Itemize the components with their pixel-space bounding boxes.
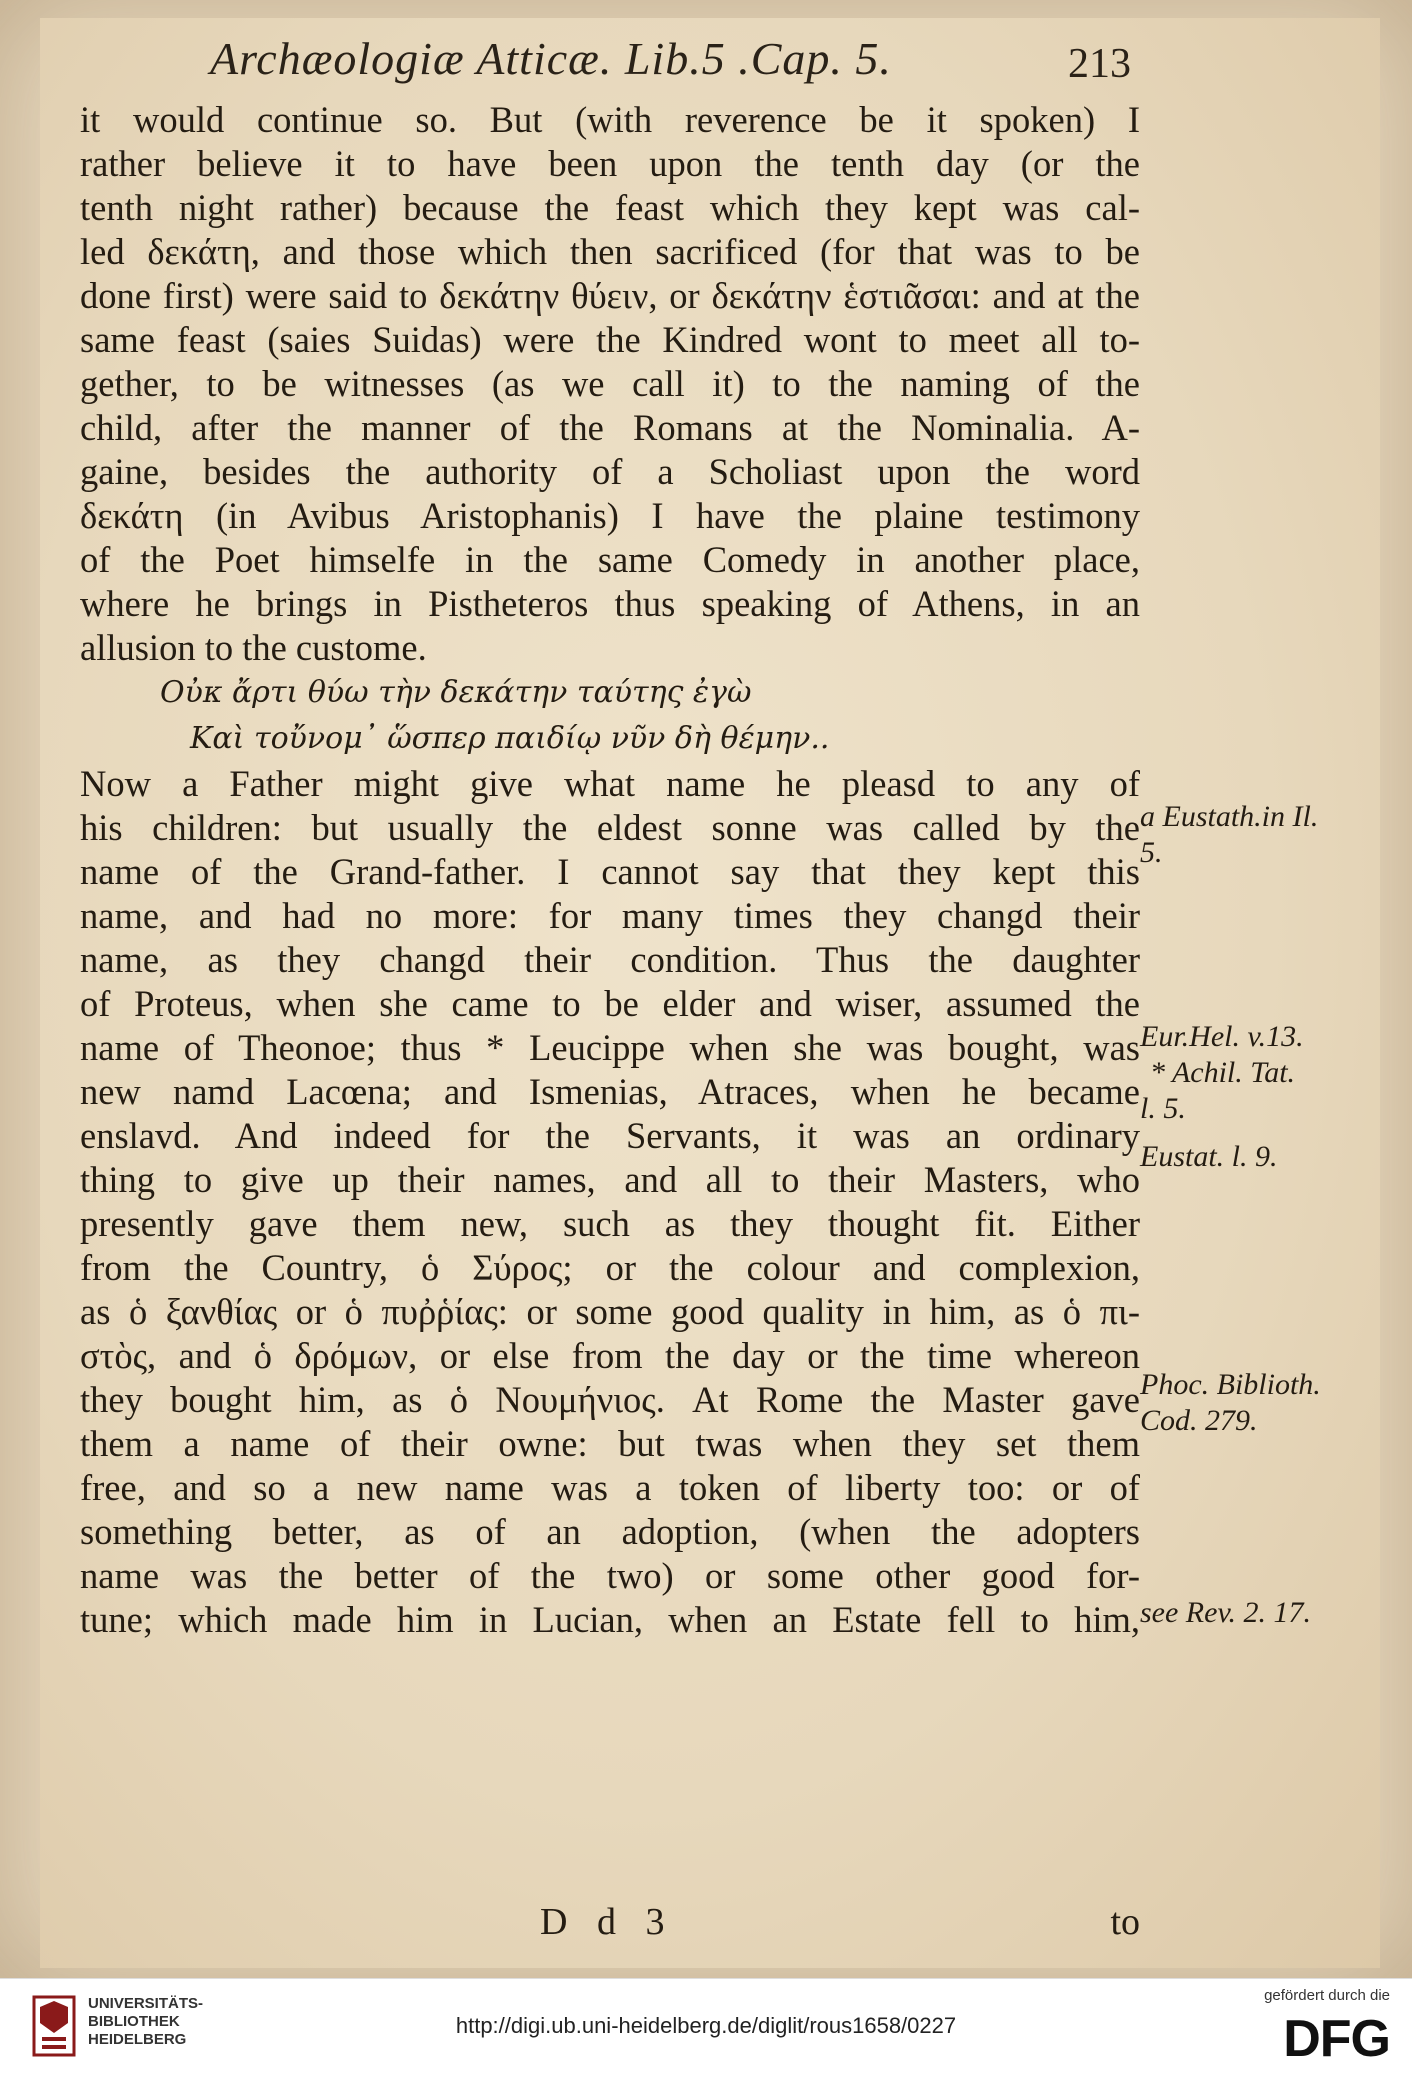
permalink-url[interactable]: http://digi.ub.uni-heidelberg.de/diglit/rous1658/0227 [455,2013,957,2038]
text-line: allusion to the custome. [80,627,427,668]
text-line: στὸς, and ὁ δρόμων, or else from the day or the time whereon [80,1335,1140,1376]
text-line: rather believe it to have been upon the tenth day (or the [80,143,1140,184]
text-line: δεκάτη (in Avibus Aristophanis) I have the plaine testimony [80,495,1140,536]
text-line: Now a Father might give what name he pleasd to any of [80,763,1140,804]
text-line: of Proteus, when she came to be elder and wiser, assumed the [80,983,1140,1024]
library-name-line: UNIVERSITÄTS- [88,1995,204,2012]
text-line: as ὁ ξανθίας or ὁ πυῤῥίας: or some good quality in him, as ὁ πι- [80,1291,1140,1332]
text-line: them a name of their owne: but twas when they set them [80,1423,1140,1464]
margin-note: Eur.Hel. v.13. [1140,1020,1304,1053]
margin-note: see Rev. 2. 17. [1140,1596,1312,1629]
greek-quote-line: Καὶ τοὔνομ᾽ ὥσπερ παιδίῳ νῦν δὴ θέμην.. [190,721,830,756]
text-line: gether, to be witnesses (as we call it) to the naming of the [80,363,1140,404]
text-line: tune; which made him in Lucian, when an Estate fell to him, [80,1599,1140,1640]
text-line: done first) were said to δεκάτην θύειν, or δεκάτην ἑστιᾶσαι: and at the [80,275,1140,316]
text-line: free, and so a new name was a token of liberty too: or of [80,1467,1140,1508]
text-line: his children: but usually the eldest sonne was called by the [80,807,1140,848]
margin-note: a Eustath.in Il. [1140,800,1319,833]
text-line: thing to give up their names, and all to their Masters, who [80,1159,1140,1200]
text-line: name of the Grand-father. I cannot say that they kept this [80,851,1140,892]
text-line: enslavd. And indeed for the Servants, it was an ordinary [80,1115,1140,1156]
text-line: something better, as of an adoption, (when the adopters [80,1511,1140,1552]
body-text [80,98,1140,1642]
dfg-logo: DFG [1283,2010,1390,2068]
margin-note: 5. [1140,836,1163,869]
text-line: name of Theonoe; thus * Leucippe when she was bought, was [80,1027,1140,1068]
margin-note: * Achil. Tat. [1150,1056,1296,1089]
text-line: of the Poet himselfe in the same Comedy in another place, [80,539,1140,580]
signature-mark: D d 3 [540,1901,675,1943]
margin-note: l. 5. [1140,1092,1186,1125]
text-line: name, as they changd their condition. Thus the daughter [80,939,1140,980]
text-line: tenth night rather) because the feast which they kept was cal- [80,187,1140,228]
text-line: from the Country, ὁ Σύρος; or the colour and complexion, [80,1247,1140,1288]
text-line: new namd Lacœna; and Ismenias, Atraces, when he became [80,1071,1140,1112]
text-line: led δεκάτη, and those which then sacrificed (for that was to be [80,231,1140,272]
greek-quote-line: Οὐκ ἄρτι θύω τὴν δεκάτην ταύτης ἐγὼ [160,675,752,710]
text-line: where he brings in Pistheteros thus speaking of Athens, in an [80,583,1140,624]
margin-note: Eustat. l. 9. [1140,1140,1278,1173]
running-head: Archæologiæ Atticæ. Lib.5 .Cap. 5. [210,33,892,84]
text-line: same feast (saies Suidas) were the Kindred wont to meet all to- [80,319,1140,360]
library-name-line: HEIDELBERG [88,2031,187,2048]
viewer-footer-bar [0,1978,1412,2077]
text-line: it would continue so. But (with reverence be it spoken) I [80,99,1140,140]
margin-note: Cod. 279. [1140,1404,1258,1437]
text-line: they bought him, as ὁ Νουμήνιος. At Rome the Master gave [80,1379,1140,1420]
text-line: presently gave them new, such as they thought fit. Either [80,1203,1140,1244]
page-number: 213 [1068,41,1131,87]
text-line: gaine, besides the authority of a Scholiast upon the word [80,451,1140,492]
text-line: name, and had no more: for many times they changd their [80,895,1140,936]
library-name-line: BIBLIOTHEK [88,2013,180,2030]
catchword: to [1110,1901,1140,1943]
text-line: name was the better of the two) or some other good for- [80,1555,1140,1596]
margin-note: Phoc. Biblioth. [1140,1368,1321,1401]
text-line: child, after the manner of the Romans at the Nominalia. A- [80,407,1140,448]
funded-by-label: gefördert durch die [1264,1987,1390,2004]
